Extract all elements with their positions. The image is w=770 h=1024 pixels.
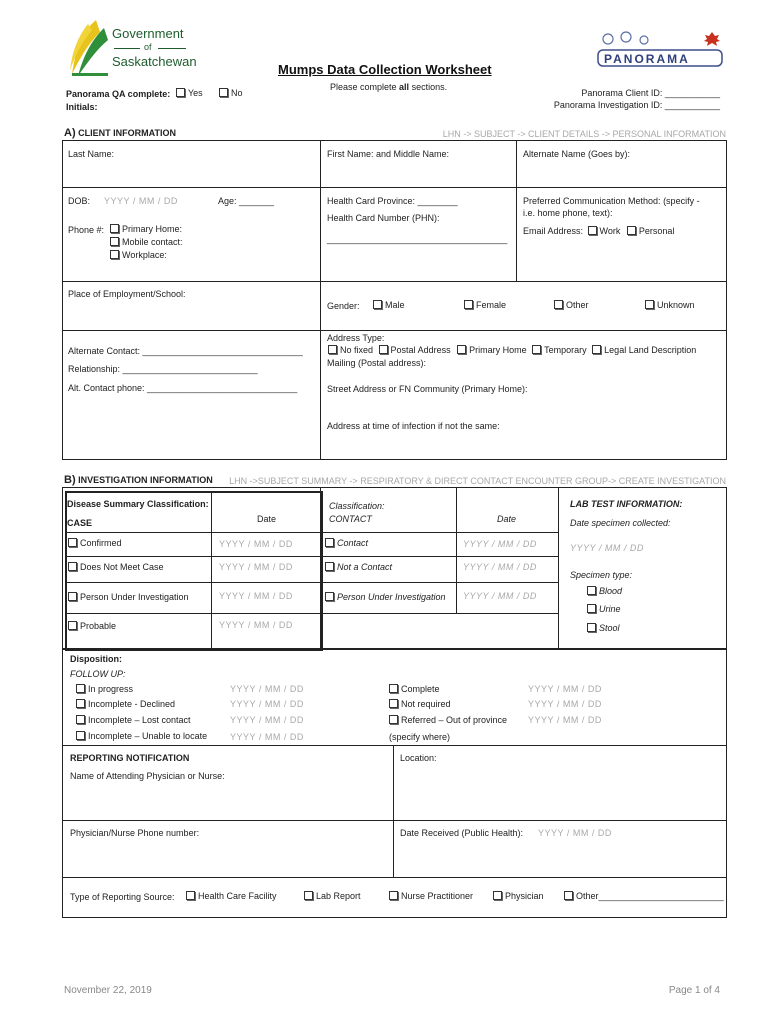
fu-unable-date[interactable]: YYYY / MM / DD (230, 732, 304, 742)
specimen-blood-checkbox[interactable] (587, 586, 596, 595)
contact-pui-date[interactable]: YYYY / MM / DD (463, 591, 537, 601)
relationship-field[interactable]: Relationship: ___________________________ (68, 364, 258, 374)
divider (62, 330, 727, 331)
phone-primary-checkbox[interactable] (110, 224, 119, 233)
specimen-date-label: Date specimen collected: (570, 518, 671, 528)
qa-no-checkbox[interactable] (219, 88, 228, 97)
case-pui-date[interactable]: YYYY / MM / DD (219, 591, 293, 601)
qa-yes-checkbox[interactable] (176, 88, 185, 97)
case-pui-option[interactable] (68, 592, 189, 602)
fu-unable-option[interactable] (76, 731, 207, 741)
section-b-title: INVESTIGATION INFORMATION (78, 475, 213, 485)
source-hcf-checkbox[interactable] (186, 891, 195, 900)
case-confirmed-checkbox[interactable] (68, 538, 77, 547)
fu-inprogress-option[interactable] (76, 684, 133, 694)
last-name-field[interactable]: Last Name: (68, 149, 115, 159)
gender-unknown-checkbox[interactable] (645, 300, 654, 309)
not-contact-label: Not a Contact (337, 562, 393, 572)
dob-input[interactable]: YYYY / MM / DD (104, 196, 178, 206)
subtitle-text-2: sections. (409, 82, 448, 92)
addr-postal-checkbox[interactable] (379, 345, 388, 354)
pref-comm-label-2: i.e. home phone, text): (523, 208, 613, 218)
contact-date-header: Date (497, 514, 517, 524)
section-b-nav-path: LHN ->SUBJECT SUMMARY -> RESPIRATORY & DIRECT CONTACT ENCOUNTER GROUP-> CREATE INVESTIGATION (229, 476, 726, 486)
case-date-header: Date (257, 514, 277, 524)
client-id[interactable]: Panorama Client ID: ___________ (581, 88, 720, 98)
source-other-label: Other_________________________ (576, 891, 724, 901)
fu-unable-label: Incomplete – Unable to locate (88, 731, 208, 741)
divider (62, 745, 727, 746)
dob-label: DOB: (68, 196, 91, 206)
fu-unable-checkbox[interactable] (76, 731, 85, 740)
footer-date: November 22, 2019 (64, 985, 152, 996)
source-hcf-option[interactable] (186, 891, 277, 901)
sask-logo-rule-left (114, 48, 140, 49)
fu-lost-label: Incomplete – Lost contact (88, 715, 191, 725)
contact-date[interactable]: YYYY / MM / DD (463, 539, 537, 549)
addr-legal-label: Legal Land Description (604, 345, 697, 355)
sask-logo-line1: Government (112, 26, 184, 41)
case-probable-date[interactable]: YYYY / MM / DD (219, 620, 293, 630)
fu-inprogress-label: In progress (88, 684, 134, 694)
addr-legal-checkbox[interactable] (592, 345, 601, 354)
fu-complete-date[interactable]: YYYY / MM / DD (528, 684, 602, 694)
source-np-option[interactable] (389, 891, 473, 901)
addr-postal-label: Postal Address (390, 345, 451, 355)
physician-phone-field[interactable]: Physician/Nurse Phone number: (70, 828, 200, 838)
case-pui-checkbox[interactable] (68, 592, 77, 601)
contact-pui-option[interactable] (325, 592, 446, 602)
phone-primary-option[interactable] (110, 224, 182, 234)
divider (393, 745, 394, 877)
email-work-label: Work (599, 226, 621, 236)
gender-female-label: Female (476, 300, 507, 310)
street-address-field[interactable]: Street Address or FN Community (Primary Home): (327, 384, 528, 394)
qa-yes-option[interactable] (176, 88, 203, 98)
email-row (523, 226, 674, 236)
gender-unknown-option[interactable] (645, 300, 695, 310)
fu-notrequired-option[interactable] (389, 699, 451, 709)
fu-referred-checkbox[interactable] (389, 715, 398, 724)
divider (62, 877, 727, 878)
section-a-letter: A) (64, 127, 76, 139)
disposition-title: Disposition: (70, 654, 122, 664)
section-b-letter: B) (64, 474, 76, 486)
addr-primary-label: Primary Home (469, 345, 527, 355)
source-np-checkbox[interactable] (389, 891, 398, 900)
source-physician-option[interactable] (493, 891, 544, 901)
contact-option[interactable] (325, 538, 368, 548)
qa-no-option[interactable] (219, 88, 243, 98)
gender-other-option[interactable] (554, 300, 589, 310)
not-contact-date[interactable]: YYYY / MM / DD (463, 562, 537, 572)
alt-phone-field[interactable]: Alt. Contact phone: ______________________________ (68, 383, 298, 393)
fu-referred-label: Referred – Out of province (401, 715, 508, 725)
gender-male-checkbox[interactable] (373, 300, 382, 309)
employment-field[interactable]: Place of Employment/School: (68, 289, 186, 299)
sask-logo-rule-right (158, 48, 186, 49)
fu-declined-checkbox[interactable] (76, 699, 85, 708)
not-contact-option[interactable] (325, 562, 392, 572)
divider (62, 820, 727, 821)
case-notmeet-option[interactable] (68, 562, 164, 572)
footer-page-number: Page 1 of 4 (668, 985, 720, 996)
divider (516, 140, 517, 281)
addr-temporary-checkbox[interactable] (532, 345, 541, 354)
specimen-blood-option[interactable] (587, 586, 622, 596)
fu-notrequired-label: Not required (401, 699, 451, 709)
contact-pui-checkbox[interactable] (325, 592, 334, 601)
gender-other-checkbox[interactable] (554, 300, 563, 309)
fu-referred-option[interactable] (389, 715, 507, 725)
phone-workplace-option[interactable] (110, 250, 167, 260)
case-confirmed-label: Confirmed (80, 538, 122, 548)
location-field[interactable]: Location: (400, 753, 437, 763)
fu-lost-option[interactable] (76, 715, 191, 725)
investigation-id[interactable]: Panorama Investigation ID: ___________ (553, 100, 720, 110)
fu-referred-date[interactable]: YYYY / MM / DD (528, 715, 602, 725)
gender-male-label: Male (385, 300, 405, 310)
gender-female-option[interactable] (464, 300, 506, 310)
divider (456, 487, 457, 613)
case-probable-checkbox[interactable] (68, 621, 77, 630)
case-header: CASE (67, 518, 93, 528)
case-notmeet-checkbox[interactable] (68, 562, 77, 571)
divider (62, 281, 727, 282)
contact-header: CONTACT (329, 514, 372, 524)
qa-label: Panorama QA complete: (66, 89, 171, 99)
gender-unknown-label: Unknown (657, 300, 695, 310)
email-personal-checkbox[interactable] (627, 226, 636, 235)
section-a-nav-path: LHN -> SUBJECT -> CLIENT DETAILS -> PERSONAL INFORMATION (442, 129, 726, 139)
page-title: Mumps Data Collection Worksheet (278, 62, 492, 77)
infection-address-field[interactable]: Address at time of infection if not the same: (327, 421, 500, 431)
source-physician-label: Physician (505, 891, 544, 901)
fu-declined-label: Incomplete - Declined (88, 699, 176, 709)
hc-province-field[interactable]: Health Card Province: ________ (327, 196, 458, 206)
addr-temporary-label: Temporary (544, 345, 587, 355)
date-received-label: Date Received (Public Health): (400, 828, 524, 838)
source-lab-option[interactable] (304, 891, 361, 901)
phone-mobile-checkbox[interactable] (110, 237, 119, 246)
reporting-title: REPORTING NOTIFICATION (70, 753, 190, 763)
phone-label: Phone #: (68, 225, 105, 235)
divider (62, 187, 727, 188)
email-personal-label: Personal (638, 226, 675, 236)
classification-label: Classification: (329, 501, 385, 511)
gender-other-label: Other (566, 300, 589, 310)
case-pui-label: Person Under Investigation (80, 592, 189, 602)
email-work-checkbox[interactable] (588, 226, 597, 235)
specimen-urine-checkbox[interactable] (587, 604, 596, 613)
gender-male-option[interactable] (373, 300, 405, 310)
specimen-blood-label: Blood (599, 586, 623, 596)
wheat-icon (66, 18, 112, 78)
not-contact-checkbox[interactable] (325, 562, 334, 571)
contact-pui-label: Person Under Investigation (337, 592, 446, 602)
case-notmeet-label: Does Not Meet Case (80, 562, 164, 572)
panorama-logo-text: PANORAMA (604, 52, 690, 66)
address-type-label: Address Type: (327, 333, 385, 343)
source-np-label: Nurse Practitioner (401, 891, 474, 901)
hc-number-label: Health Card Number (PHN): (327, 213, 440, 223)
divider (320, 487, 321, 649)
addr-primary-checkbox[interactable] (457, 345, 466, 354)
first-name-field[interactable]: First Name: and Middle Name: (327, 149, 450, 159)
fu-complete-option[interactable] (389, 684, 440, 694)
subtitle-bold: all (399, 82, 410, 92)
alt-name-field[interactable]: Alternate Name (Goes by): (523, 149, 631, 159)
source-other-option[interactable] (564, 891, 724, 901)
source-physician-checkbox[interactable] (493, 891, 502, 900)
fu-specify-label: (specify where) (389, 732, 451, 742)
contact-checkbox[interactable] (325, 538, 334, 547)
mailing-address-field[interactable]: Mailing (Postal address): (327, 358, 427, 368)
fu-notrequired-date[interactable]: YYYY / MM / DD (528, 699, 602, 709)
gender-female-checkbox[interactable] (464, 300, 473, 309)
divider (211, 491, 212, 651)
qa-yes-label: Yes (188, 88, 203, 98)
disease-class-label: Disease Summary Classification: (67, 499, 209, 509)
case-notmeet-date[interactable]: YYYY / MM / DD (219, 562, 293, 572)
fu-complete-checkbox[interactable] (389, 684, 398, 693)
date-received-input[interactable]: YYYY / MM / DD (538, 828, 612, 838)
sask-logo-line2: of (144, 42, 152, 52)
qa-no-label: No (231, 88, 243, 98)
specimen-urine-option[interactable] (587, 604, 621, 614)
gender-label: Gender: (327, 301, 360, 311)
divider (558, 487, 559, 649)
physician-name-field[interactable]: Name of Attending Physician or Nurse: (70, 771, 225, 781)
case-confirmed-date[interactable]: YYYY / MM / DD (219, 539, 293, 549)
section-a-heading (64, 127, 176, 139)
fu-notrequired-checkbox[interactable] (389, 699, 398, 708)
source-lab-checkbox[interactable] (304, 891, 313, 900)
phone-workplace-label: Workplace: (122, 250, 167, 260)
specimen-stool-label: Stool (599, 623, 620, 633)
email-label: Email Address: (523, 226, 584, 236)
specimen-type-label: Specimen type: (570, 570, 633, 580)
divider (65, 556, 558, 557)
panorama-logo (596, 30, 724, 68)
specimen-date-input[interactable]: YYYY / MM / DD (570, 543, 644, 553)
fu-inprogress-checkbox[interactable] (76, 684, 85, 693)
divider (65, 582, 558, 583)
age-field[interactable]: Age: _______ (218, 196, 275, 206)
contact-label: Contact (337, 538, 369, 548)
section-b-heading (64, 474, 213, 486)
pref-comm-label: Preferred Communication Method: (specify - (523, 196, 700, 206)
source-hcf-label: Health Care Facility (198, 891, 277, 901)
case-probable-label: Probable (80, 621, 117, 631)
divider (320, 330, 321, 460)
phone-mobile-label: Mobile contact: (122, 237, 183, 247)
fu-complete-label: Complete (401, 684, 440, 694)
specimen-stool-checkbox[interactable] (587, 623, 596, 632)
fu-declined-date[interactable]: YYYY / MM / DD (230, 699, 304, 709)
page-subtitle (330, 82, 447, 92)
fu-lost-checkbox[interactable] (76, 715, 85, 724)
specimen-stool-option[interactable] (587, 623, 620, 633)
section-a-title: CLIENT INFORMATION (78, 128, 176, 138)
initials-label: Initials: (66, 102, 98, 112)
addr-nofixed-checkbox[interactable] (328, 345, 337, 354)
follow-up-label: FOLLOW UP: (70, 669, 126, 679)
fu-declined-option[interactable] (76, 699, 175, 709)
divider (65, 613, 558, 614)
subtitle-text-1: Please complete (330, 82, 400, 92)
phone-workplace-checkbox[interactable] (110, 250, 119, 259)
alt-contact-field[interactable]: Alternate Contact: ________________________________ (68, 346, 303, 356)
fu-lost-date[interactable]: YYYY / MM / DD (230, 715, 304, 725)
address-type-row (328, 345, 696, 355)
case-probable-option[interactable] (68, 621, 116, 631)
source-lab-label: Lab Report (316, 891, 361, 901)
addr-nofixed-label: No fixed (340, 345, 374, 355)
hc-number-field[interactable]: ____________________________________ (327, 234, 508, 244)
specimen-urine-label: Urine (599, 604, 621, 614)
case-confirmed-option[interactable] (68, 538, 122, 548)
sask-logo-line3: Saskatchewan (112, 54, 197, 69)
lab-title: LAB TEST INFORMATION: (570, 499, 683, 509)
phone-mobile-option[interactable] (110, 237, 183, 247)
fu-inprogress-date[interactable]: YYYY / MM / DD (230, 684, 304, 694)
divider (65, 532, 558, 533)
phone-primary-label: Primary Home: (122, 224, 183, 234)
source-other-checkbox[interactable] (564, 891, 573, 900)
divider (320, 140, 321, 330)
sask-logo (66, 18, 196, 80)
reporting-source-label: Type of Reporting Source: (70, 892, 175, 902)
